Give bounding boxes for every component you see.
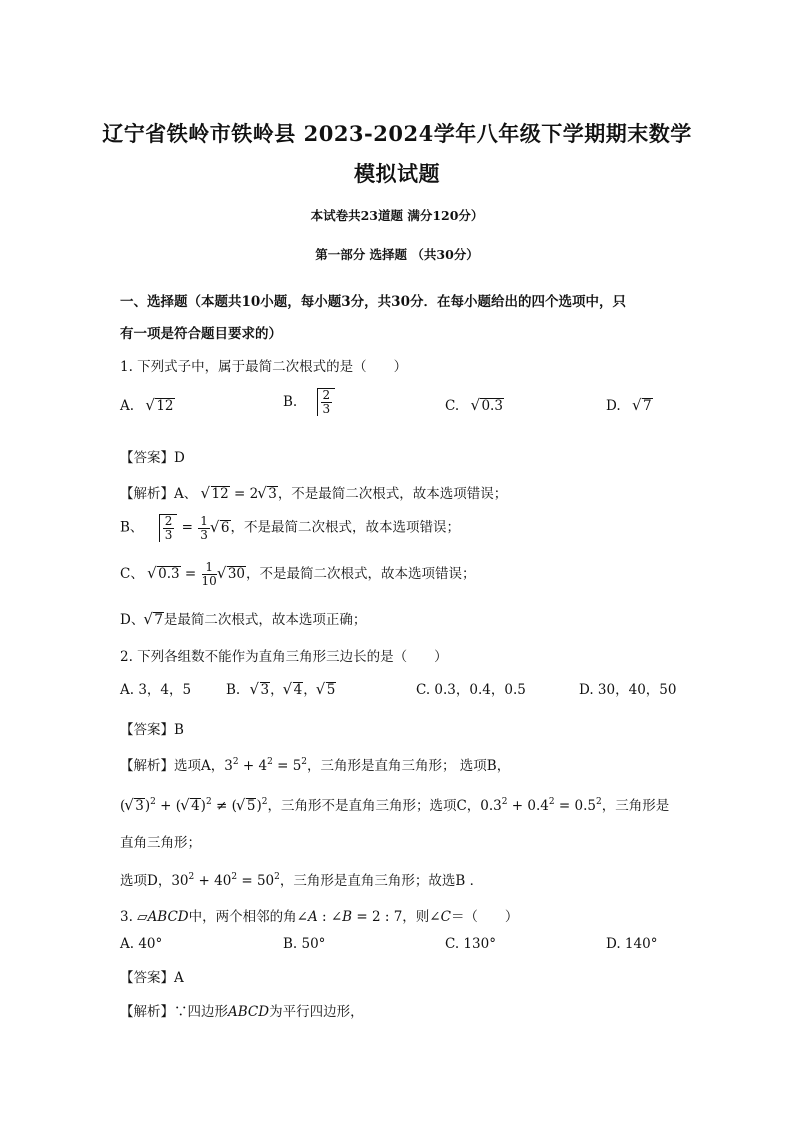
q1-option-c: C. √ 0.3	[445, 398, 504, 414]
q2-analysis-line2: (√ 3)$^2$ + (√ 4)$^2$ ≠ (√ 5)$^2$，三角形不是直角三角形；选项C，$0.3^2 + 0.4^2 = 0.5^2$，三角形是	[120, 794, 669, 814]
doc-title-line1: 辽宁省铁岭市铁岭县 2023-2024学年八年级下学期期末数学	[102, 121, 692, 146]
q3-option-d: D. 140°	[606, 936, 658, 952]
q1-answer: 【答案】D	[120, 450, 185, 466]
q2-stem: 2. 下列各组数不能作为直角三角形三边长的是（ ）	[120, 649, 448, 665]
q2-option-b: B. √ 3，√ 4，√ 5	[226, 678, 336, 698]
q3-stem: 3. ⏥ABCD中，两个相邻的角∠A : ∠B = 2 : 7，则∠C＝（ ）	[120, 909, 519, 925]
section-heading-line2: 有一项是符合题目要求的）	[120, 326, 282, 342]
q3-option-a: A. 40°	[120, 936, 163, 952]
q3-option-b: B. 50°	[283, 936, 326, 952]
q1-stem: 1. 下列式子中，属于最简二次根式的是（ ）	[120, 359, 408, 375]
q2-analysis-line4: 选项D，$30^2 + 40^2 = 50^2$，三角形是直角三角形；故选B ．	[120, 872, 484, 889]
q1-option-d: D. √ 7	[606, 398, 653, 414]
q1-analysis-d: D、√ 7是最简二次根式，故本选项正确；	[120, 608, 366, 628]
q3-option-c: C. 130°	[445, 936, 496, 952]
q2-answer: 【答案】B	[120, 722, 184, 738]
q1-option-b: B. $\frac{2}{3}$	[283, 388, 335, 416]
q1-analysis-c: C、 √ 0.3 = $\frac{1}{10}$ √ 30，不是最简二次根式，故本选项错误；	[120, 561, 476, 588]
q2-option-a: A. 3，4，5	[120, 682, 192, 698]
q2-option-d: D. 30，40，50	[579, 682, 677, 698]
q2-analysis-line1: 【解析】选项A，$3^2 + 4^2 = 5^2$，三角形是直角三角形； 选项B，	[120, 757, 511, 774]
q3-answer: 【答案】A	[120, 970, 184, 986]
section-heading-line1: 一、选择题（本题共10小题，每小题3分，共30分．在每小题给出的四个选项中，只	[120, 294, 626, 310]
q1-analysis-b: B、 $\frac{2}{3}$ = $\frac{1}{3}$ √ 6，不是最简二次根式，故本选项错误；	[120, 514, 460, 542]
part-heading: 第一部分 选择题 （共30分）	[315, 247, 479, 262]
q3-analysis-line1: 【解析】∵四边形ABCD为平行四边形，	[120, 1004, 364, 1020]
q2-option-c: C. 0.3，0.4，0.5	[416, 682, 526, 698]
q2-analysis-line3: 直角三角形；	[120, 835, 201, 851]
doc-subtitle: 本试卷共23道题 满分120分）	[310, 208, 484, 223]
doc-title-line2: 模拟试题	[354, 161, 440, 186]
q1-analysis-a: 【解析】A、 √ 12 = 2√ 3，不是最简二次根式，故本选项错误；	[120, 482, 507, 502]
q1-option-a: A. √ 12	[120, 398, 175, 414]
